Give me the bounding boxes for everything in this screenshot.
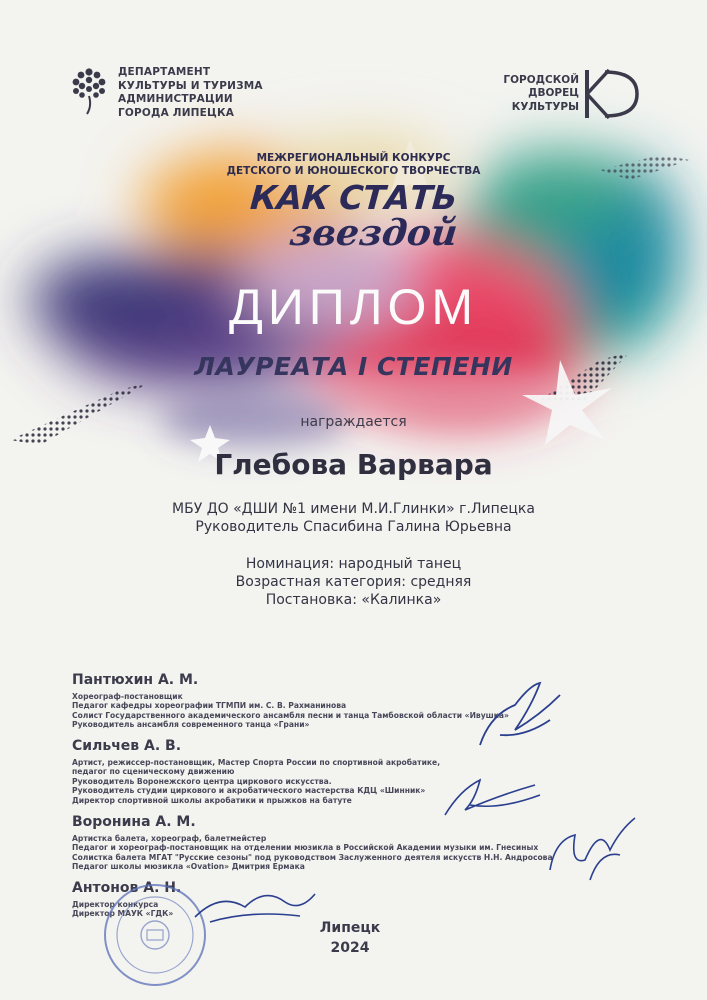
teacher-line: Руководитель Спасибина Галина Юрьевна xyxy=(195,519,512,535)
signature-3 xyxy=(540,810,650,890)
signature-1 xyxy=(470,675,570,755)
jury-desc-1: Хореограф-постановщик Педагог кафедры хореографии ТГМПИ им. С. В. Рахманинова Солист Государственного академического ансамбля песни и танца Тамбовской области «Ивушка» Руководитель ансамбля современного танца «Грани» xyxy=(72,692,509,730)
department-name: ДЕПАРТАМЕНТ КУЛЬТУРЫ И ТУРИЗМА АДМИНИСТРАЦИИ ГОРОДА ЛИПЕЦКА xyxy=(118,66,263,119)
winner-name: Глебова Варвара xyxy=(214,448,493,481)
jury-desc-4: Директор конкурса Директор МАУК «ГДК» xyxy=(72,900,174,919)
palace-block xyxy=(503,66,641,122)
contest-subtitle: МЕЖРЕГИОНАЛЬНЫЙ КОНКУРС ДЕТСКОГО И ЮНОШЕСКОГО ТВОРЧЕСТВА xyxy=(226,152,481,177)
awarded-label: награждается xyxy=(300,414,407,430)
department-block xyxy=(70,66,263,120)
diploma-title: ДИПЛОМ xyxy=(228,279,479,335)
jury-name-2: Сильчев А. В. xyxy=(72,738,182,754)
performance-line: Постановка: «Калинка» xyxy=(265,592,442,608)
jury-desc-3: Артистка балета, хореограф, балетмейстер Педагог и хореограф-постановщик на отделении мюзикла в Российской Академии музыки им. Гнесиных Солистка балета МГАТ "Русские сезоны" под руководством Заслуженного деятеля искусств Н.Н. Андросова Педагог школы мюзикла «Ovation» Дмитрия Ермака xyxy=(72,834,553,872)
department-emblem-icon xyxy=(70,66,108,116)
contest-title-line1: КАК СТАТЬ xyxy=(248,178,459,217)
jury-name-1: Пантюхин А. М. xyxy=(72,672,199,688)
signature-2 xyxy=(440,765,550,825)
jury-name-3: Воронина А. М. xyxy=(72,814,196,830)
age-category-line: Возрастная категория: средняя xyxy=(235,574,472,590)
palace-logo-icon xyxy=(583,66,641,122)
city-and-year: Липецк 2024 xyxy=(319,920,381,956)
diploma-degree: ЛАУРЕАТА I СТЕПЕНИ xyxy=(194,352,513,381)
nomination-line: Номинация: народный танец xyxy=(245,556,462,572)
jury-desc-2: Артист, режиссер-постановщик, Мастер Спорта России по спортивной акробатике, педагог по сценическому движению Руководитель Воронежского центра циркового искусства. Руководитель студии циркового и акробатического мастерства КДЦ «Шинник» Директор спортивной школы акробатики и прыжков на батуте xyxy=(72,758,441,805)
jury-name-4: Антонов А. Н. xyxy=(72,880,182,896)
school-line: МБУ ДО «ДШИ №1 имени М.И.Глинки» г.Липецка xyxy=(172,501,535,517)
contest-title-line2: звездой xyxy=(287,212,460,254)
palace-name: ГОРОДСКОЙ ДВОРЕЦ КУЛЬТУРЫ xyxy=(503,73,579,113)
